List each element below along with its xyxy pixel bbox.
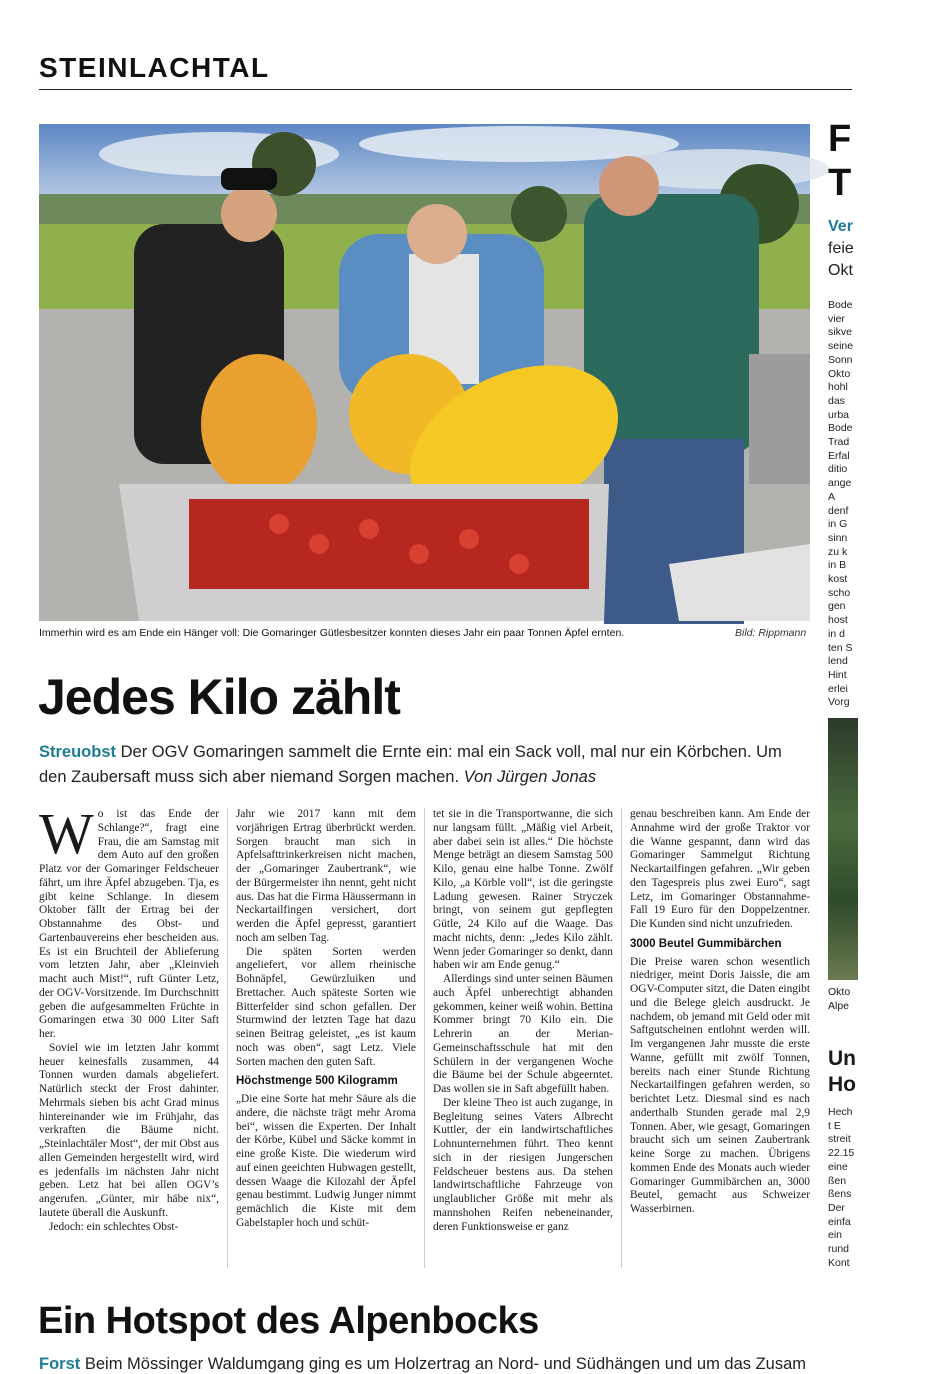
side-body-line: eine: [828, 1160, 848, 1173]
side-body-line: Hech: [828, 1106, 853, 1118]
side-body-line: Vorg: [828, 696, 850, 709]
side-body-line: streit: [828, 1133, 851, 1146]
next-article-teaser: [39, 1355, 939, 1374]
side-teaser-line: feie: [828, 240, 854, 257]
side-body-line: scho: [828, 586, 851, 599]
teaser-kicker: Forst: [39, 1355, 81, 1373]
side-body-line: Bode: [828, 299, 853, 311]
side-body-line: in B: [828, 559, 847, 572]
next-article-headline: Ein Hotspot des Alpenbocks: [38, 1300, 539, 1342]
teaser-text: Beim Mössinger Waldumgang ging es um Holzertrag an Nord- und Südhängen und um das Zusam: [84, 1355, 807, 1373]
section-title: STEINLACHTAL: [39, 52, 270, 83]
paragraph: [39, 801, 219, 1042]
paragraph: Die späten Sorten werden angeliefert, vor allem rheinische Bohnäpfel, Gewürzluiken und Brettacher. Auch späteste Sorten wie Bitterfelder sind schon gefallen. Der Sturmwind der letzten Tage hat dazu seinen Beitrag geleistet, „es ist kaum noch was oben“, sagt Letz. Viele Sorten machen den guten Saft.: [236, 945, 416, 1068]
side-body-line: in G: [828, 518, 848, 531]
article-column-4: [630, 808, 810, 1217]
side-body-line: gen: [828, 600, 846, 613]
side-body-line: das: [828, 394, 845, 407]
paragraph: Die Preise waren schon wesentlich niedriger, meint Doris Jaissle, die am OGV-Computer sitzt, die Daten eingibt und die Belege gleich ausdruckt. Je nachdem, ob jemand mit Geld oder mit Saftgutscheinen entlohnt werden will. Im vergangenen Jahr musste die erste Wanne, gefüllt mit zwölf Tonnen, bereits nach einer Stunde Richtung Neckartailfingen gefahren werden, so berichtet Letz. Diesmal sind es nach anderthalb Stunden gerade mal 2,9 Tonnen. Aber, wie gesagt, Gomaringen braucht sich um seinen Zaubertrank keine Sorge zu machen. Übrigens kommen Ende des Monats auch wieder Gomaringer Gummibärchen an, 3000 Beutel, gemacht aus Schweizer Wasserbirnen.: [630, 955, 810, 1215]
side-body-line: Okto: [828, 367, 851, 380]
side-body-line: sikve: [828, 326, 852, 339]
side-headline-line: T: [828, 162, 852, 204]
side-teaser-line: Okt: [828, 262, 853, 279]
side-body-line: ein: [828, 1229, 843, 1242]
side-headline-line: Ho: [828, 1073, 856, 1096]
side-body-line: lend: [828, 655, 848, 668]
side-body-line: Der: [828, 1201, 845, 1214]
side-body-line: host: [828, 614, 848, 627]
side-kicker: Ver: [828, 218, 853, 235]
paragraph: Der kleine Theo ist auch zugange, in Begleitung seines Vaters Albrecht Kuttler, der ein landwirtschaftliches Lohnunternehmen führt. Theo kennt sich in der riesigen Jungerschen Feldscheuer bestens aus. Da stehen landwirtschaftliche Fahrzeuge von unglaublicher Größe mit mehr als mannshohen Reifen nebeneinander, deren Funktionsweise er ganz: [433, 1096, 613, 1233]
side-body-text: [828, 1106, 888, 1270]
paragraph: tet sie in die Transportwanne, die sich nur langsam füllt. „Mäßig viel Arbeit, aber dabei sein ist alles.“ Die höchste Menge beträgt an diesem Samstag 500 Kilo, genau eine halbe Tonne. Zwölf Kilo, „a Körble voll“, ist die geringste Ladung gewesen. Rainer Stryczek bringt, von seinem gut gepflegten Gütle, 24 Kilo auf die Waage. Das macht nichts, denn: „Jedes Kilo zählt. Wenn jeder Gomaringer so denkt, dann haben wir am Ende genug.“: [433, 808, 613, 972]
subheading: 3000 Beutel Gummibärchen: [630, 937, 782, 950]
photo-credit: Bild: Rippmann: [735, 627, 807, 639]
side-body-line: kost: [828, 573, 848, 586]
paragraph: Jedoch: ein schlechtes Obst-: [49, 1220, 179, 1233]
side-body-line: rund: [828, 1243, 850, 1256]
side-body-line: ange: [828, 477, 852, 490]
paragraph: genau beschreiben kann. Am Ende der Annahme wird der große Traktor vor die Wanne gespannt, dann wird das Gomaringer Sammelgut Richtung Neckartailfingen gefahren. „Wir geben den Tagespreis plus zwei Euro“, sagt Letz, im Gomaringer Obstannahme-Fall 19 Euro für den Doppelzentner. Die Kunden sind nicht unzufrieden.: [630, 808, 810, 930]
side-body-line: sinn: [828, 531, 848, 544]
side-body-text: [828, 299, 888, 710]
column-divider: [621, 808, 622, 1268]
article-photo: [39, 124, 810, 621]
side-body-line: urba: [828, 408, 850, 421]
article-column-3: [433, 808, 613, 1234]
side-body-line: seine: [828, 340, 854, 353]
side-body-line: denf: [828, 504, 849, 517]
paragraph: Allerdings sind unter seinen Bäumen auch Äpfel unberechtigt abhanden gekommen, keiner weiß wohin. Bettina Kommer bringt 70 Kilo ein. Die Lehrerin an der Merian-Gemeinschaftsschule hat mit den Schülern in der vergangenen Woche die Bäume bei der Schule abgeerntet. Das wollen sie in Saft abgefüllt haben.: [433, 973, 613, 1095]
column-divider: [227, 808, 228, 1268]
paragraph: Jahr wie 2017 kann mit dem vorjährigen Ertrag überbrückt werden. Sorgen braucht man sich in Apfelsafttrinkerkreisen nicht machen, der „Gomaringer Zaubertrank“, wie der Bürgermeister ihn nennt, geht nicht aus. Das hat die Firma Häussermann in Neckartailfingen versichert, dort werden die Äpfel gepresst, garantiert noch am selben Tag.: [236, 808, 416, 944]
side-body-line: Bode: [828, 422, 853, 435]
photo-caption: Immerhin wird es am Ende ein Hänger voll: Die Gomaringer Gütlesbesitzer konnten dieses Jahr ein paar Tonnen Äpfel ernten.: [39, 627, 625, 639]
side-body-line: vier: [828, 312, 845, 325]
article-teaser: [39, 740, 809, 790]
side-body-line: einfa: [828, 1215, 851, 1228]
paragraph: „Die eine Sorte hat mehr Säure als die andere, die nächste trägt mehr Aroma bei“, wissen die Experten. Der Inhalt der Körbe, Kübel und Säcke kommt in eine große Kiste. Die wiederum wird auf einen geeichten Hubwagen gestellt, dessen Waage die Kilozahl der Äpfel genau bestimmt. Ludwig Junger nimmt gemächlich die Kiste mit dem Gabelstapler hoch und schüt-: [236, 1093, 416, 1229]
column-divider: [424, 808, 425, 1268]
side-body-line: t E: [828, 1119, 841, 1132]
side-body-line: ßen: [828, 1174, 847, 1187]
side-body-line: ten S: [828, 641, 853, 654]
side-body-line: Kont: [828, 1256, 850, 1269]
side-body-line: Erfal: [828, 449, 850, 462]
side-body-line: ditio: [828, 463, 848, 476]
side-body-line: A: [828, 490, 836, 503]
side-body-line: in d: [828, 627, 845, 640]
side-headline-line: Un: [828, 1047, 856, 1070]
author-byline: Von Jürgen Jonas: [463, 768, 597, 786]
side-body-line: hohl: [828, 381, 848, 394]
side-body-line: zu k: [828, 545, 848, 558]
section-rule: [39, 89, 852, 90]
side-body-line: Trad: [828, 436, 850, 449]
side-photo-caption: Alpe: [828, 1000, 850, 1012]
side-photo: [828, 718, 858, 980]
article-column-2: [236, 808, 416, 1231]
article-column-1: [39, 801, 219, 1234]
subheading: Höchstmenge 500 Kilogramm: [236, 1075, 398, 1088]
article-headline: Jedes Kilo zählt: [38, 669, 400, 725]
teaser-text: Der OGV Gomaringen sammelt die Ernte ein: mal ein Sack voll, mal nur ein Körbchen. Um den Zaubersaft muss sich aber niemand Sorgen machen.: [39, 743, 782, 786]
teaser-kicker: Streuobst: [39, 743, 117, 761]
side-body-line: Hint: [828, 668, 847, 681]
paragraph-text: o ist das Ende der Schlange?“, fragt eine Frau, die am Samstag mit dem Auto auf den großen Platz vor der Gomaringer Feldscheuer fährt, um ihre Äpfel abzugeben. Tja, es gibt keine Schlange. In diesem Oktober fällt der Ertrag bei der Obstannahme des Obst- und Gartenbauvereins eher bescheiden aus. Es ist ein Bruchteil der Ablieferung vom letzten Jahr, aber „Kleinvieh macht auch Mist!“, ruft Günter Letz, der OGV-Vorsitzende. Im Durchschnitt geben die aufgesammelten Früchte in Gomaringen etwa 30 000 Liter Saft her.: [39, 808, 219, 1040]
side-photo-caption: Okto: [828, 986, 851, 998]
side-body-line: 22.15: [828, 1147, 855, 1160]
side-body-line: ßens: [828, 1188, 852, 1201]
side-headline-line: F: [828, 118, 852, 160]
paragraph: Soviel wie im letzten Jahr kommt heuer keinesfalls zusammen, 44 Tonnen wurden damals abgeliefert. Natürlich steckt der Frost dahinter. Mehrmals sieben bis acht Grad minus hintereinander wie im Frühjahr, das verkraften die Bäume nicht. „Steinlachtäler Most“, der mit Obst aus allen Gemeinden hergestellt wird, wird es jedenfalls im nächsten Jahr nicht geben. Letz hat bei allen OGV’s angerufen. „Günter, mir häbe nix“, lautete überall die Auskunft.: [39, 1041, 219, 1219]
drop-cap: W: [39, 801, 94, 866]
side-body-line: Sonn: [828, 353, 853, 366]
side-body-line: erlei: [828, 682, 848, 695]
